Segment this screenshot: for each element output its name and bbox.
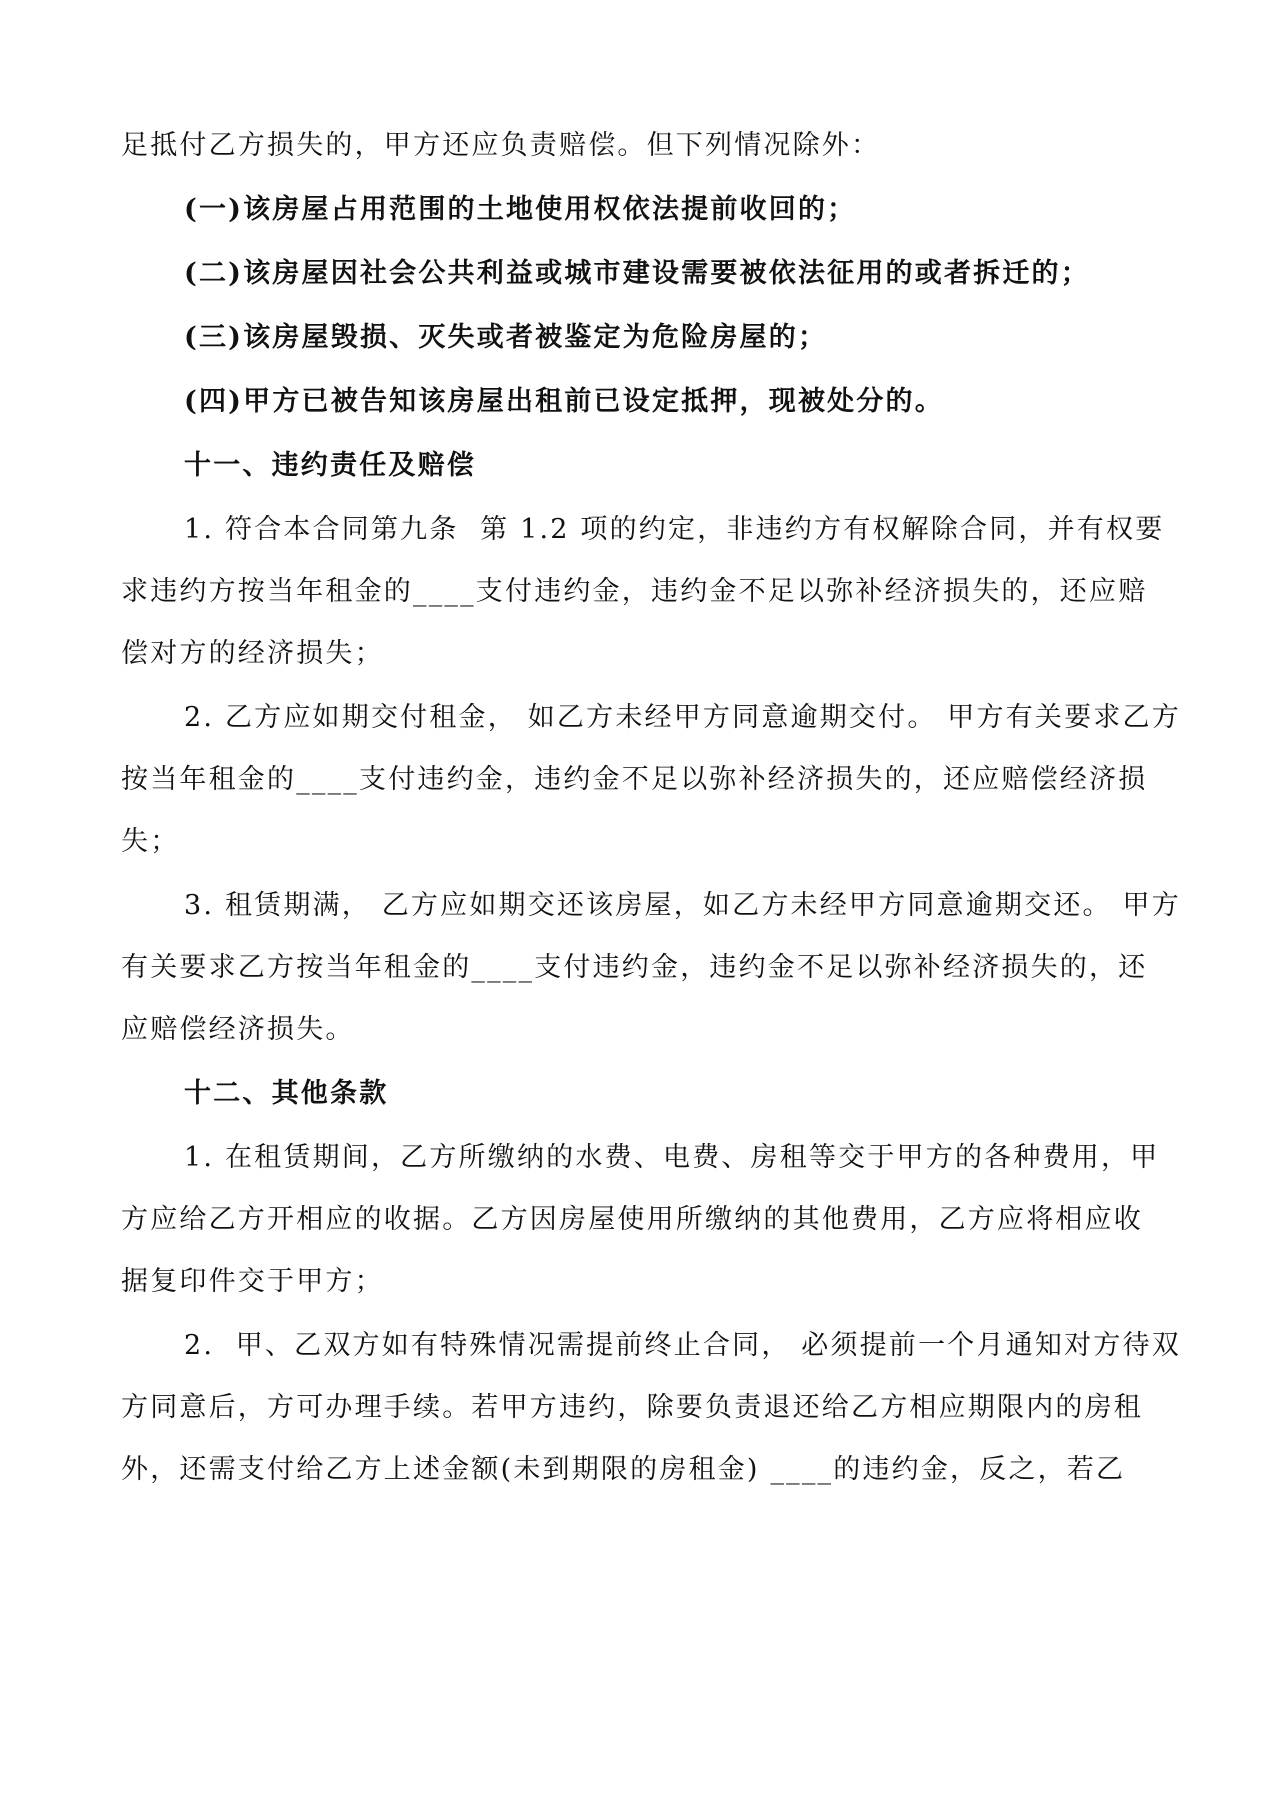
text-line: 1. 在租赁期间，乙方所缴纳的水费、电费、房租等交于甲方的各种费用，甲 (184, 1142, 1160, 1173)
list-item: (三)该房屋毁损、灭失或者被鉴定为危险房屋的； (184, 322, 828, 353)
text-line: 方同意后，方可办理手续。若甲方违约，除要负责退还给乙方相应期限内的房租 (121, 1392, 1143, 1423)
text-line: 按当年租金的____支付违约金，违约金不足以弥补经济损失的，还应赔偿经济损 (121, 764, 1148, 795)
list-item: (四)甲方已被告知该房屋出租前已设定抵押，现被处分的。 (184, 386, 944, 417)
section-heading: 十二、其他条款 (184, 1078, 389, 1109)
text-line: 1. 符合本合同第九条 第 1.2 项的约定，非违约方有权解除合同，并有权要 (184, 514, 1165, 545)
text-line: 2. 乙方应如期交付租金， 如乙方未经甲方同意逾期交付。 甲方有关要求乙方 (184, 702, 1181, 733)
text-line: 求违约方按当年租金的____支付违约金，违约金不足以弥补经济损失的，还应赔 (121, 576, 1148, 607)
text-line: 方应给乙方开相应的收据。乙方因房屋使用所缴纳的其他费用，乙方应将相应收 (121, 1204, 1143, 1235)
text-line: 外，还需支付给乙方上述金额(未到期限的房租金) ____的违约金，反之，若乙 (121, 1454, 1126, 1485)
section-heading: 十一、违约责任及赔偿 (184, 450, 476, 481)
text-line: 3. 租赁期满， 乙方应如期交还该房屋，如乙方未经甲方同意逾期交还。 甲方 (184, 890, 1181, 921)
text-line: 失； (121, 826, 180, 857)
text-line: 2. 甲、乙双方如有特殊情况需提前终止合同， 必须提前一个月通知对方待双 (184, 1330, 1181, 1361)
text-line: 应赔偿经济损失。 (121, 1014, 355, 1045)
text-line: 足抵付乙方损失的，甲方还应负责赔偿。但下列情况除外： (121, 130, 881, 161)
text-line: 据复印件交于甲方； (121, 1266, 384, 1297)
text-line: 偿对方的经济损失； (121, 638, 384, 669)
list-item: (二)该房屋因社会公共利益或城市建设需要被依法征用的或者拆迁的； (184, 258, 1090, 289)
text-line: 有关要求乙方按当年租金的____支付违约金，违约金不足以弥补经济损失的，还 (121, 952, 1148, 983)
list-item: (一)该房屋占用范围的土地使用权依法提前收回的； (184, 194, 857, 225)
